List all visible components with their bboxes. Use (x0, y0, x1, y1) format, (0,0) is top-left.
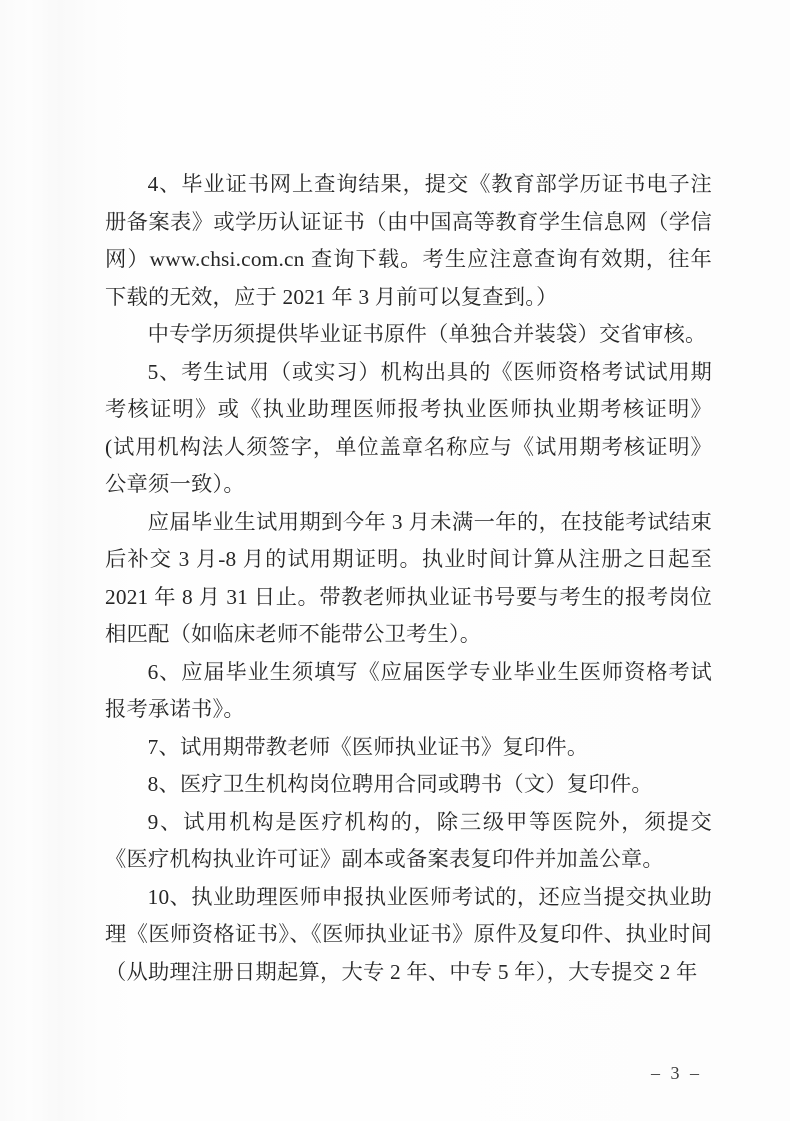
paragraph: 中专学历须提供毕业证书原件（单独合并装袋）交省审核。 (147, 322, 707, 346)
page-number: – 3 – (651, 1063, 702, 1083)
paragraph: 10、执业助理医师申报执业医师考试的，还应当提交执业助理《医师资格证书》、《医师执业证书》原件及复印件、执业时间（从助理注册日期起算，大专 2 年、中专 5 年），大专提交 2 年 (105, 884, 712, 984)
paragraph: 9、试用机构是医疗机构的，除三级甲等医院外，须提交《医疗机构执业许可证》副本或备案表复印件并加盖公章。 (105, 809, 712, 871)
paragraph: 5、考生试用（或实习）机构出具的《医师资格考试试用期考核证明》或《执业助理医师报考执业医师执业期考核证明》(试用机构法人须签字，单位盖章名称应与《试用期考核证明》公章须一致）。 (105, 359, 712, 496)
paragraph: 6、应届毕业生须填写《应届医学专业毕业生医师资格考试报考承诺书》。 (105, 659, 712, 721)
paragraph: 4、毕业证书网上查询结果，提交《教育部学历证书电子注册备案表》或学历认证证书（由中国高等教育学生信息网（学信网）www.chsi.com.cn 查询下载。考生应注意查询有效期，往年下载的无效，应于 2021 年 3 月前可以复查到。） (105, 172, 712, 309)
paragraph: 7、试用期带教老师《医师执业证书》复印件。 (147, 734, 589, 759)
paragraph: 8、医疗卫生机构岗位聘用合同或聘书（文）复印件。 (147, 772, 653, 796)
paragraph: 应届毕业生试用期到今年 3 月未满一年的，在技能考试结束后补交 3 月-8 月的试用期证明。执业时间计算从注册之日起至 2021 年 8 月 31 日止。带教老师执业证书号要与考生的报考岗位相匹配（如临床老师不能带公卫考生）。 (105, 509, 712, 646)
document-body (105, 166, 712, 991)
